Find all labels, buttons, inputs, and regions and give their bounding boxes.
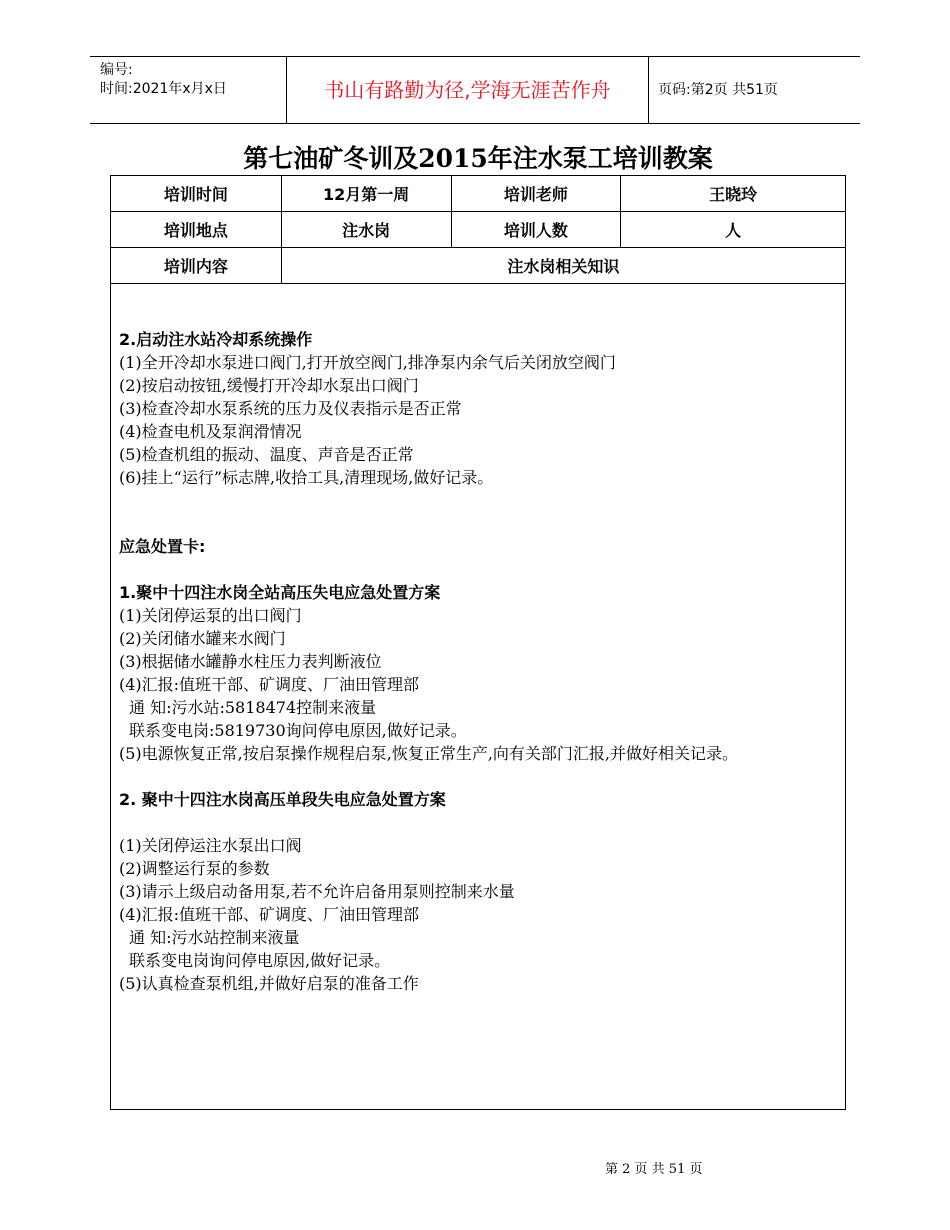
table-row — [111, 212, 846, 248]
list-item: (4)汇报:值班干部、矿调度、厂油田管理部 — [119, 675, 420, 694]
section-heading: 2. 聚中十四注水岗高压单段失电应急处置方案 — [119, 790, 446, 809]
training-content-label: 培训内容 — [111, 248, 282, 284]
training-content-body — [119, 328, 839, 995]
list-item: (6)挂上“运行”标志牌,收拾工具,清理现场,做好记录。 — [119, 468, 494, 487]
document-number-label: 编号: — [100, 62, 133, 78]
document-time-label: 时间:2021年x月x日 — [100, 81, 227, 97]
trainer-value: 王晓玲 — [621, 176, 846, 212]
list-item: (2)关闭储水罐来水阀门 — [119, 629, 286, 648]
page-footer: 第 2 页 共 51 页 — [605, 1162, 703, 1177]
header-meta — [100, 61, 227, 99]
list-item: (3)检查冷却水泵系统的压力及仪表指示是否正常 — [119, 399, 462, 418]
page-header — [90, 56, 860, 124]
list-item: (1)全开冷却水泵进口阀门,打开放空阀门,排净泵内余气后关闭放空阀门 — [119, 353, 616, 372]
trainee-count-value: 人 — [621, 212, 846, 248]
list-item: (1)关闭停运泵的出口阀门 — [119, 606, 302, 625]
list-item: (2)调整运行泵的参数 — [119, 859, 270, 878]
training-location-value: 注水岗 — [281, 212, 451, 248]
list-item: 联系变电岗询问停电原因,做好记录。 — [129, 951, 391, 970]
list-item: (3)根据储水罐静水柱压力表判断液位 — [119, 652, 382, 671]
list-item: (5)检查机组的振动、温度、声音是否正常 — [119, 445, 414, 464]
table-row — [111, 176, 846, 212]
content-box — [110, 284, 846, 1110]
list-item: (3)请示上级启动备用泵,若不允许启备用泵则控制来水量 — [119, 882, 515, 901]
training-location-label: 培训地点 — [111, 212, 282, 248]
section-heading: 1.聚中十四注水岗全站高压失电应急处置方案 — [119, 583, 441, 602]
document-title: 第七油矿冬训及2015年注水泵工培训教案 — [243, 144, 713, 173]
list-item: 通 知:污水站:5818474控制来液量 — [129, 698, 377, 717]
training-time-value: 12月第一周 — [281, 176, 451, 212]
trainer-label: 培训老师 — [451, 176, 621, 212]
training-info-table — [110, 175, 846, 284]
header-motto: 书山有路勤为径,学海无涯苦作舟 — [324, 78, 611, 102]
list-item: (4)汇报:值班干部、矿调度、厂油田管理部 — [119, 905, 420, 924]
trainee-count-label: 培训人数 — [451, 212, 621, 248]
training-time-label: 培训时间 — [111, 176, 282, 212]
header-page-info: 页码:第2页 共51页 — [658, 82, 778, 98]
table-row — [111, 248, 846, 284]
list-item: (2)按启动按钮,缓慢打开冷却水泵出口阀门 — [119, 376, 419, 395]
section-heading: 2.启动注水站冷却系统操作 — [119, 330, 313, 349]
list-item: (4)检查电机及泵润滑情况 — [119, 422, 302, 441]
list-item: (5)电源恢复正常,按启泵操作规程启泵,恢复正常生产,向有关部门汇报,并做好相关记录。 — [119, 744, 739, 763]
list-item: (1)关闭停运注水泵出口阀 — [119, 836, 302, 855]
header-divider — [648, 57, 649, 123]
emergency-heading: 应急处置卡: — [119, 537, 206, 556]
training-content-value: 注水岗相关知识 — [281, 248, 845, 284]
list-item: 联系变电岗:5819730询问停电原因,做好记录。 — [129, 721, 467, 740]
list-item: (5)认真检查泵机组,并做好启泵的准备工作 — [119, 974, 419, 993]
list-item: 通 知:污水站控制来液量 — [129, 928, 300, 947]
